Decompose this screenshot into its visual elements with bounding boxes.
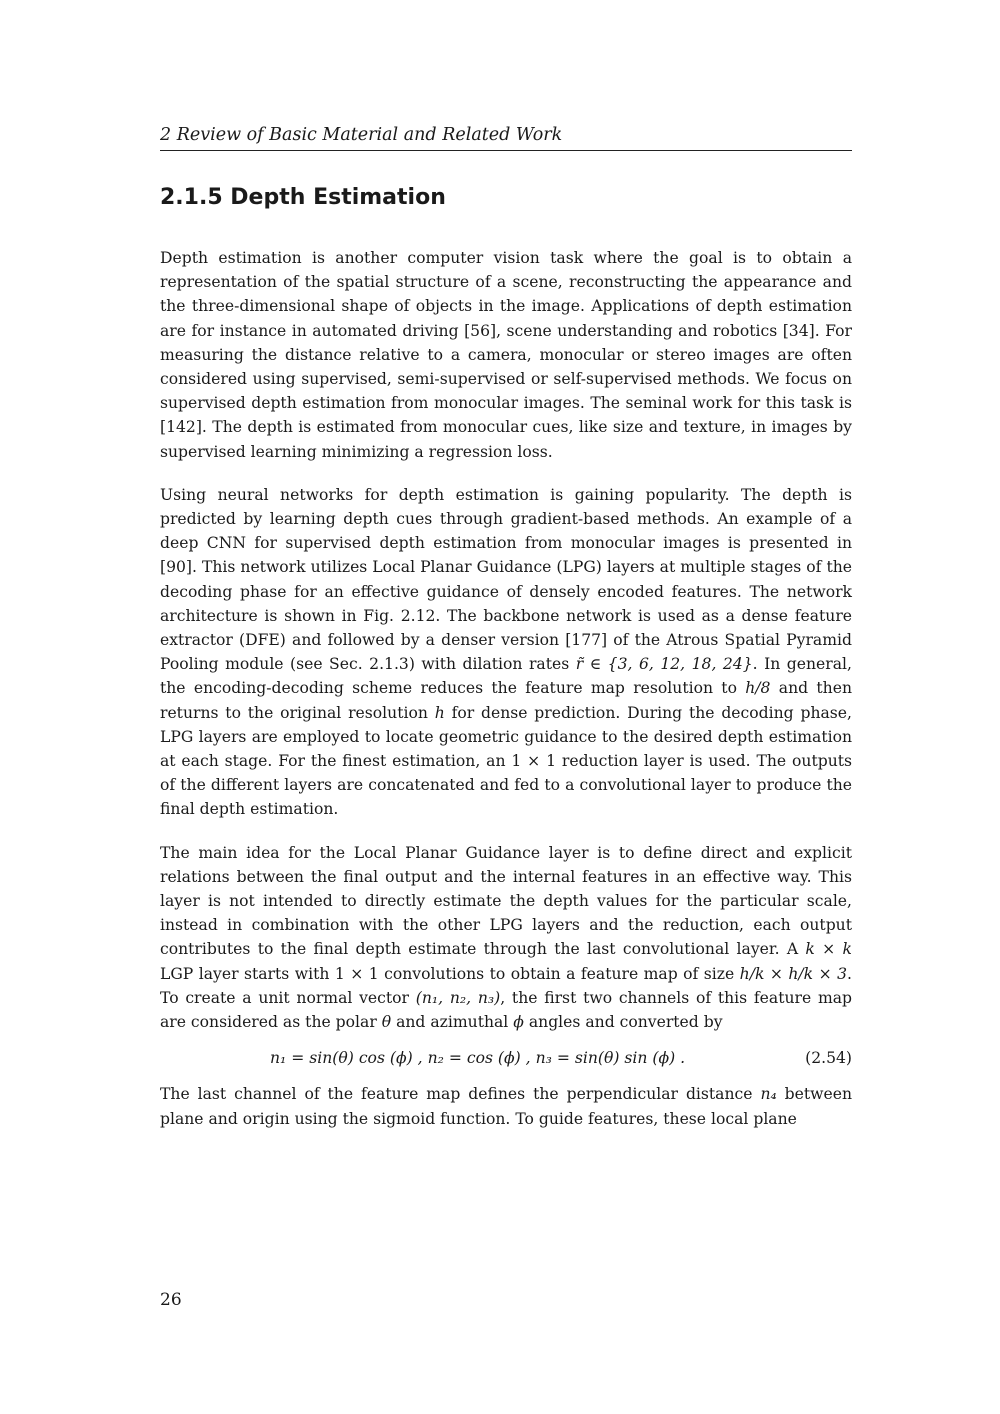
- math-theta: θ: [381, 1013, 392, 1032]
- math-normal-vector: (n₁, n₂, n₃): [415, 988, 501, 1007]
- text-run: LGP layer starts with 1 × 1 convolutions to obtain a feature map of size: [160, 964, 740, 983]
- math-resolution-reduced: h/8: [745, 679, 771, 698]
- math-dilation-rates: r̃ ∈ {3, 6, 12, 18, 24}: [575, 655, 753, 674]
- text-run: Using neural networks for depth estimation is gaining popularity. The depth is predicted by learning depth cues through gradient-based methods. An example of a deep CNN for supervised depth estimation from monocular images is presented in [90]. This network utilizes Local Planar Guidance (LPG) layers at multiple stages of the decoding phase for an effective guidance of densely encoded features. The network architecture is shown in Fig. 2.12. The backbone network is used as a dense feature extractor (DFE) and followed by a denser version [177] of the Atrous Spatial Pyramid Pooling module (see Sec. 2.1.3) with dilation rates: [160, 485, 852, 674]
- text-run: and then returns to the original resolution: [160, 679, 852, 722]
- math-distance: n₄: [760, 1085, 777, 1104]
- text-run: The main idea for the Local Planar Guidance layer is to define direct and explicit relations between the final output and the internal features in an effective way. This layer is not intended to directly estimate the depth values for the particular scale, instead in combination with the other LPG layers and the reduction, each output contributes to the final depth estimate through the last convolutional layer. A: [160, 843, 852, 959]
- text-run: . To create a unit normal vector: [160, 964, 852, 1007]
- text-run: The last channel of the feature map defines the perpendicular distance: [160, 1085, 761, 1104]
- math-feature-map-size: h/k × h/k × 3: [739, 964, 848, 983]
- math-phi: ϕ: [513, 1013, 524, 1032]
- page-number: 26: [160, 1290, 182, 1310]
- text-run: . In general, the encoding-decoding scheme reduces the feature map resolution to: [160, 655, 852, 698]
- paragraph-3: [160, 841, 852, 1035]
- equation-2-54: [160, 1034, 852, 1082]
- math-resolution: h: [434, 703, 445, 722]
- equation-number: (2.54): [805, 1049, 852, 1068]
- text-run: , the first two channels of this feature map are considered as the polar: [160, 988, 853, 1032]
- text-run: between plane and origin using the sigmoid function. To guide features, these local plane: [160, 1085, 853, 1128]
- text-run: angles and converted by: [523, 1013, 723, 1032]
- body-text: [160, 246, 852, 1150]
- running-header: 2 Review of Basic Material and Related Work: [160, 124, 852, 151]
- text-run: and azimuthal: [391, 1013, 514, 1032]
- text-run: for dense prediction. During the decoding phase, LPG layers are employed to locate geometric guidance to the desired depth estimation at each stage. For the finest estimation, an 1 × 1 reduction layer is used. The outputs of the different layers are concatenated and fed to a convolutional layer to produce the final depth estimation.: [160, 703, 852, 819]
- paragraph-1: Depth estimation is another computer vision task where the goal is to obtain a representation of the spatial structure of a scene, reconstructing the appearance and the three-dimensional shape of objects in the image. Applications of depth estimation are for instance in automated driving [56], scene understanding and robotics [34]. For measuring the distance relative to a camera, monocular or stereo images are often considered using supervised, semi-supervised or self-supervised methods. We focus on supervised depth estimation from monocular images. The seminal work for this task is [142]. The depth is estimated from monocular cues, like size and texture, in images by supervised learning minimizing a regression loss.: [160, 249, 852, 461]
- math-kernel-size: k × k: [805, 940, 852, 959]
- paragraph-4: [160, 1082, 852, 1130]
- paragraph-2: [160, 483, 852, 822]
- section-heading: 2.1.5 Depth Estimation: [160, 185, 446, 210]
- equation-body: n₁ = sin(θ) cos (ϕ) , n₂ = cos (ϕ) , n₃ = sin(θ) sin (ϕ) .: [270, 1049, 686, 1068]
